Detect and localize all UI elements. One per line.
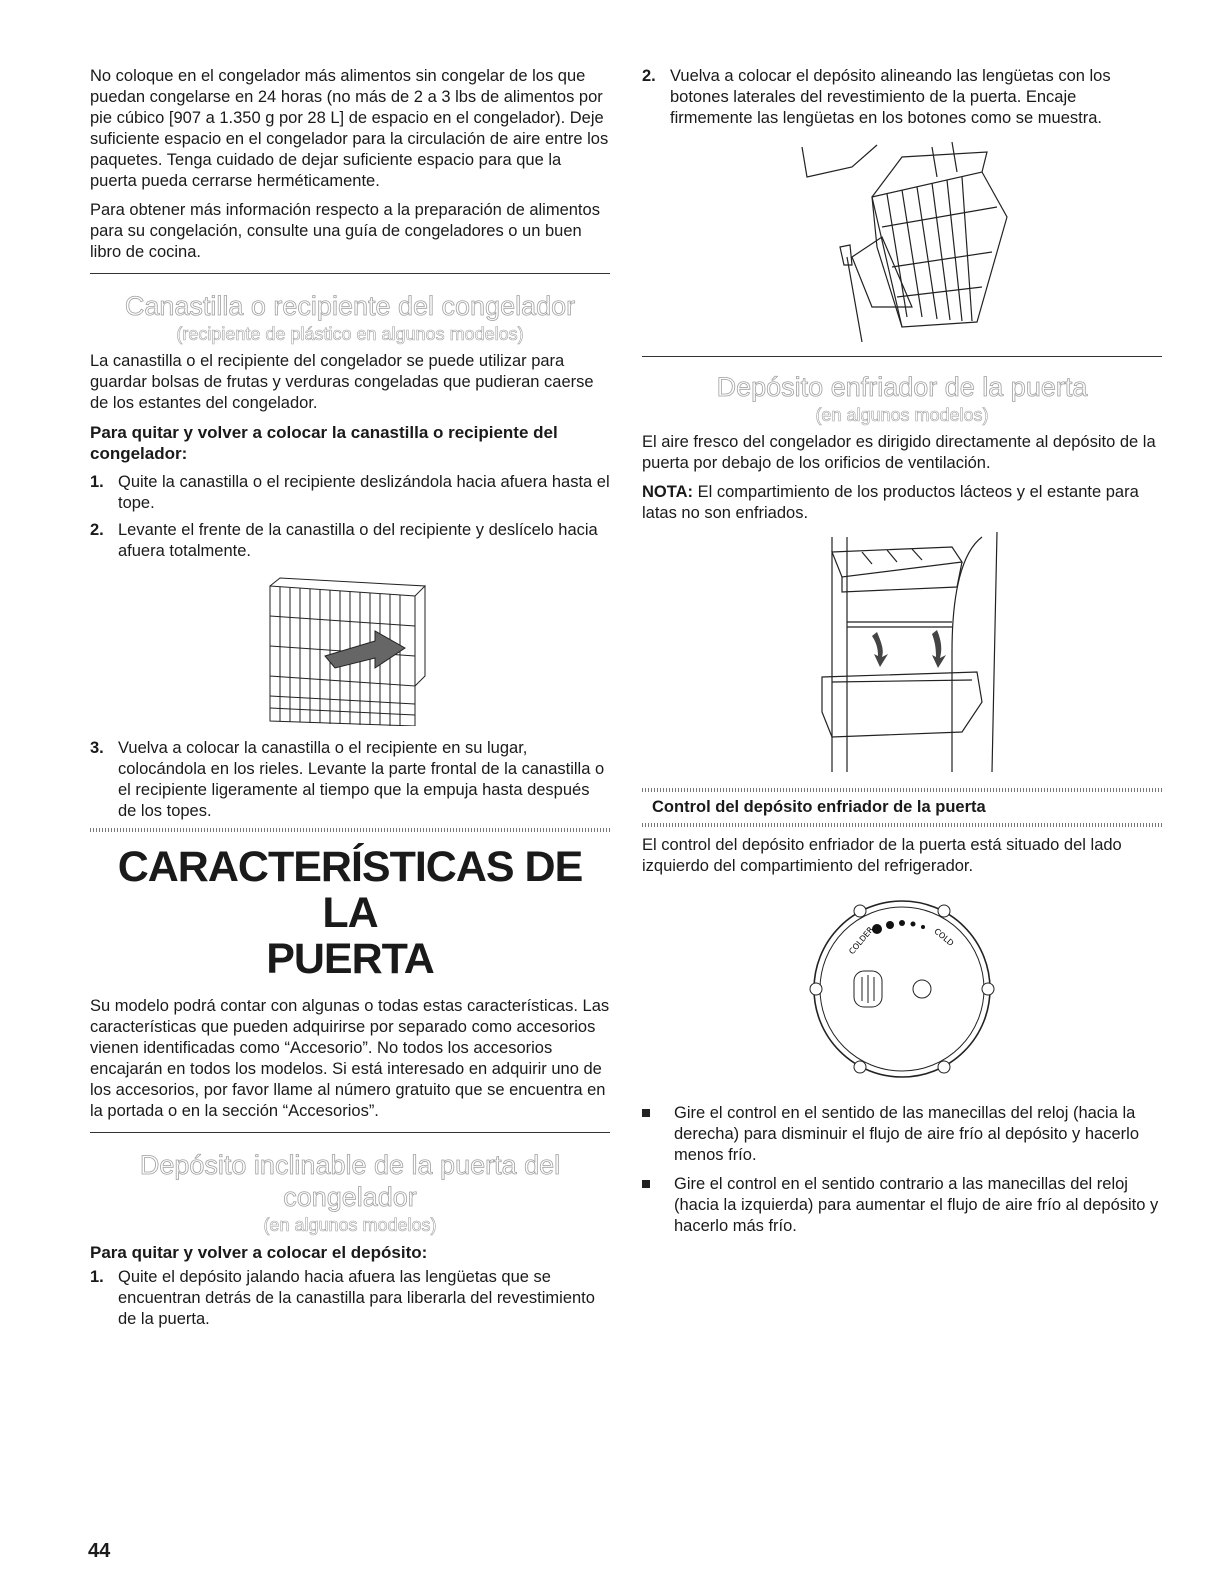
step-number: 2. [90, 521, 104, 539]
right-column [642, 66, 1162, 1245]
chiller-bin-illustration [802, 532, 1002, 772]
bullet-text: Gire el control en el sentido contrario a las manecillas del reloj (hacia la izquierda) para aumentar el flujo de aire frío al depósito y hacerlo más frío. [674, 1175, 1159, 1235]
basket-step-1 [90, 472, 610, 514]
tilt-step-2 [642, 66, 1162, 129]
basket-description: La canastilla o el recipiente del congelador se puede utilizar para guardar bolsas de frutas y verduras congeladas que pudieran caerse de los estantes del congelador. [90, 352, 594, 412]
bullet-text: Gire el control en el sentido de las manecillas del reloj (hacia la derecha) para disminuir el flujo de aire frío al depósito y hacerlo menos frío. [674, 1104, 1139, 1164]
basket-step-3 [90, 738, 610, 822]
bullet-icon [642, 1103, 674, 1166]
section-divider [642, 356, 1162, 357]
section-divider [642, 788, 1162, 792]
features-paragraph: Su modelo podrá contar con algunas o todas estas características. Las características que pueden adquirirse por separado como accesorios vienen identificadas como “Accesorio”. No todos los accesorios encajarán en todos los modelos. Si está interesado en adquirir uno de los accesorios, por favor llame al número gratuito que se encuentra en la portada o en la sección “Accesorios”. [90, 997, 610, 1120]
left-column [90, 66, 610, 1336]
tilt-step-1 [90, 1267, 610, 1330]
step-number: 1. [90, 1268, 104, 1286]
note-text: El compartimiento de los productos lácteos y el estante para latas no son enfriados. [642, 483, 1139, 522]
step-number: 2. [642, 67, 656, 85]
section-divider [90, 828, 610, 832]
note-label: NOTA: [642, 483, 694, 501]
bullet-icon [642, 1174, 674, 1237]
step-number: 1. [90, 473, 104, 491]
step-text: Quite la canastilla o el recipiente deslizándola hacia afuera hasta el tope. [118, 473, 610, 512]
door-features-title [90, 844, 610, 982]
step-text: Quite el depósito jalando hacia afuera las lengüetas que se encuentran detrás de la canastilla para liberarla del revestimiento de la puerta. [118, 1268, 595, 1328]
control-heading: Control del depósito enfriador de la puerta [652, 798, 986, 816]
section-divider [90, 273, 610, 274]
chiller-section-title: Depósito enfriador de la puerta [716, 372, 1088, 402]
tilt-bin-subtitle: (en algunos modelos) [263, 1215, 437, 1235]
basket-step-2 [90, 520, 610, 562]
tilt-instructions-heading: Para quitar y volver a colocar el depósito: [90, 1243, 428, 1262]
step-text: Levante el frente de la canastilla o del recipiente y deslícelo hacia afuera totalmente. [118, 521, 598, 560]
dial-label-colder: COLDER [847, 925, 876, 957]
tilt-title-line-2: congelador [283, 1182, 417, 1212]
basket-section-subtitle: (recipiente de plástico en algunos modelos) [176, 324, 524, 344]
dial-label-cold: COLD [932, 926, 956, 948]
step-text: Vuelva a colocar la canastilla o el recipiente en su lugar, colocándola en los rieles. Levante la parte frontal de la canastilla o el recipiente ligeramente al tiempo que la empuja hasta después de los topes. [118, 739, 605, 820]
chiller-note [642, 482, 1162, 524]
section-divider [642, 823, 1162, 827]
basket-illustration [265, 576, 435, 726]
page-number: 44 [88, 1540, 111, 1562]
control-description: El control del depósito enfriador de la puerta está situado del lado izquierdo del compartimiento del refrigerador. [642, 836, 1122, 875]
chiller-section-subtitle: (en algunos modelos) [815, 405, 989, 425]
step-text: Vuelva a colocar el depósito alineando las lengüetas con los botones laterales del revestimiento de la puerta. Encaje firmemente las lengüetas en los botones como se muestra. [670, 67, 1111, 127]
bullet-clockwise [642, 1103, 1162, 1166]
basket-instructions-heading: Para quitar y volver a colocar la canastilla o recipiente del congelador: [90, 423, 558, 463]
step-number: 3. [90, 739, 104, 757]
bullet-counterclockwise [642, 1174, 1162, 1237]
chiller-description: El aire fresco del congelador es dirigido directamente al depósito de la puerta por debajo de los orificios de ventilación. [642, 433, 1156, 472]
title-line-1: CARACTERÍSTICAS DE LA [117, 843, 583, 937]
tilt-title-line-1: Depósito inclinable de la puerta del [139, 1150, 561, 1180]
more-info-paragraph: Para obtener más información respecto a la preparación de alimentos para su congelación, consulte una guía de congeladores o un buen libro de cocina. [90, 201, 600, 261]
tilt-bin-illustration [782, 137, 1022, 342]
tilt-bin-title [90, 1149, 610, 1213]
chiller-control-dial[interactable] [802, 889, 1002, 1089]
title-line-2: PUERTA [266, 935, 434, 983]
freezer-loading-paragraph: No coloque en el congelador más alimentos sin congelar de los que puedan congelarse en 24 horas (no más de 2 a 3 lbs de alimentos por pie cúbico [907 a 1.350 g por 28 L] de espacio en el congelador). Deje suficiente espacio en el congelador para la circulación de aire entre los paquetes. Tenga cuidado de dejar suficiente espacio para que la puerta pueda cerrarse herméticamente. [90, 67, 609, 190]
basket-section-title: Canastilla o recipiente del congelador [124, 291, 576, 321]
section-divider [90, 1132, 610, 1133]
